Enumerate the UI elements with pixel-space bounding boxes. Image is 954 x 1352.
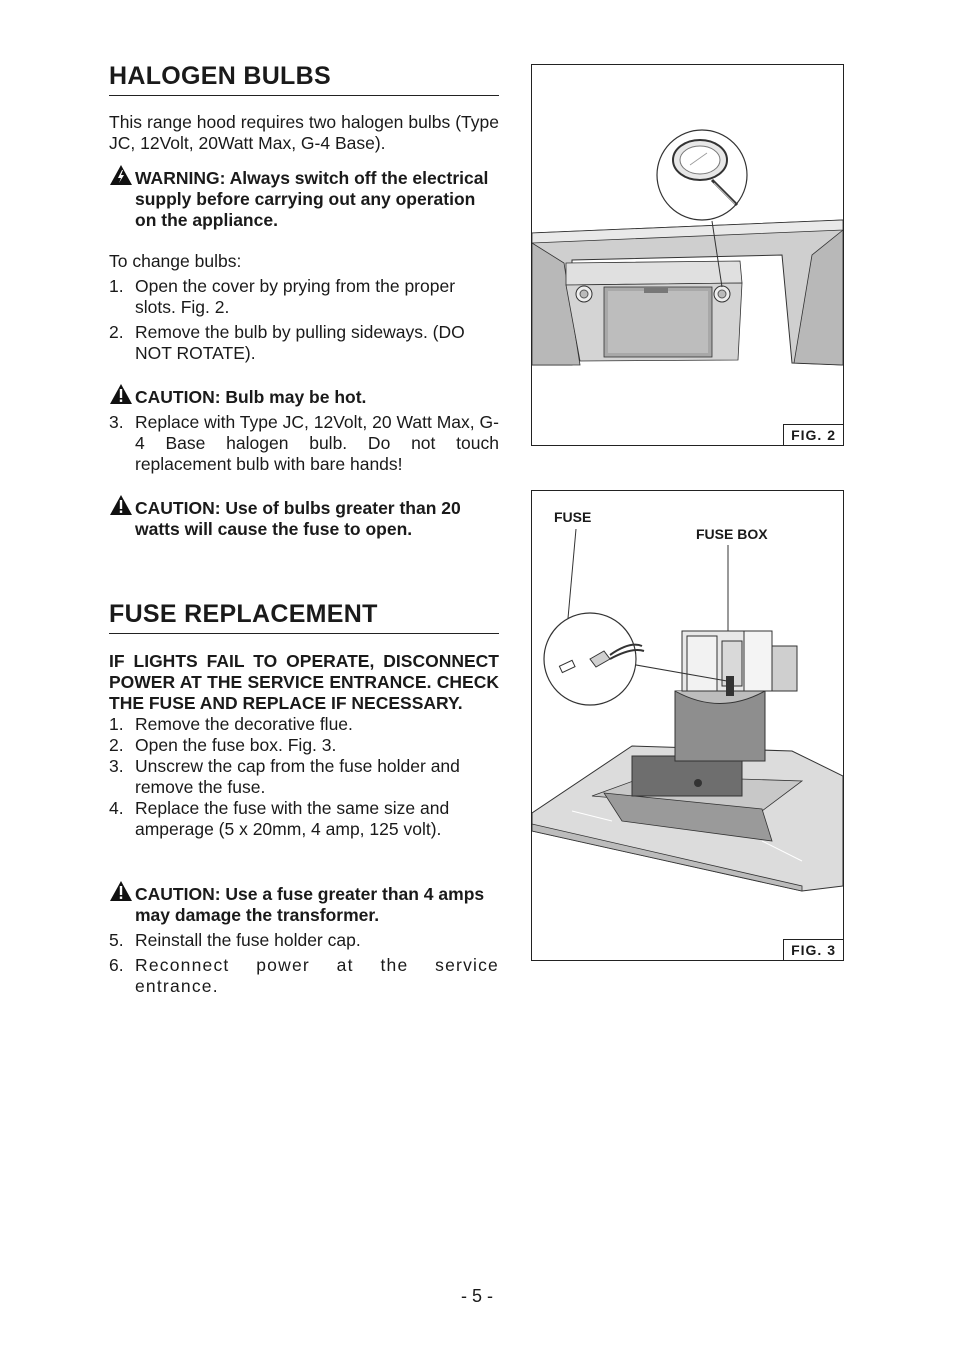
halogen-steps — [109, 251, 499, 364]
list-item: 6. Reconnect power at the service entrance. — [109, 955, 499, 996]
list-item: 2. Open the fuse box. Fig. 3. — [109, 735, 337, 755]
caution-icon — [109, 494, 133, 516]
list-item: 2. Remove the bulb by pulling sideways. (DO NOT ROTATE). — [109, 322, 465, 363]
list-item: 3. Unscrew the cap from the fuse holder and remove the fuse. — [109, 756, 460, 797]
halogen-body — [109, 112, 499, 154]
list-item: 3. Replace with Type JC, 12Volt, 20 Watt Max, G-4 Base halogen bulb. Do not touch replacement bulb with bare hands! — [109, 412, 499, 474]
fusebox-label: FUSE BOX — [696, 526, 768, 542]
range-hood-bulb-illustration — [532, 65, 843, 445]
electrical-warning-icon — [109, 164, 133, 186]
list-item: 5. Reinstall the fuse holder cap. — [109, 930, 361, 950]
fuse-body — [109, 651, 499, 840]
fuse-section — [109, 600, 499, 634]
halogen-warning-text: WARNING: Always switch off the electrical supply before carrying out any operation on the appliance. — [135, 168, 489, 230]
fuse-box-illustration — [532, 491, 843, 960]
halogen-title: HALOGEN BULBS — [109, 62, 499, 96]
list-item: 4. Replace the fuse with the same size and amperage (5 x 20mm, 4 amp, 125 volt). — [109, 798, 450, 839]
fuse-caution-text: CAUTION: Use a fuse greater than 4 amps may damage the transformer. — [135, 884, 485, 925]
caution-watts-text: CAUTION: Use of bulbs greater than 20 watts will cause the fuse to open. — [135, 498, 461, 539]
caution-icon — [109, 383, 133, 405]
caution-icon — [109, 880, 133, 902]
caution-hot — [109, 387, 499, 475]
caution-watts — [109, 498, 499, 540]
figure-3 — [531, 490, 844, 961]
fuse-notice: IF LIGHTS FAIL TO OPERATE, DISCONNECT POWER AT THE SERVICE ENTRANCE. CHECK THE FUSE AND REPLACE IF NECESSARY. — [109, 651, 499, 713]
halogen-intro: This range hood requires two halogen bulbs (Type JC, 12Volt, 20Watt Max, G-4 Base). — [109, 112, 499, 153]
fig3-label: FIG. 3 — [783, 939, 844, 961]
halogen-lead: To change bulbs: — [109, 251, 242, 271]
figure-2 — [531, 64, 844, 446]
fuse-title: FUSE REPLACEMENT — [109, 600, 499, 634]
fuse-caution — [109, 884, 499, 997]
list-item: 1. Remove the decorative flue. — [109, 714, 353, 734]
fig2-label: FIG. 2 — [783, 424, 844, 446]
halogen-section — [109, 62, 499, 96]
list-item: 1. Open the cover by prying from the proper slots. Fig. 2. — [109, 276, 456, 317]
fuse-label: FUSE — [554, 509, 592, 525]
page-number: - 5 - — [460, 1286, 493, 1306]
caution-hot-text: CAUTION: Bulb may be hot. — [135, 387, 367, 407]
halogen-warning — [109, 168, 499, 231]
